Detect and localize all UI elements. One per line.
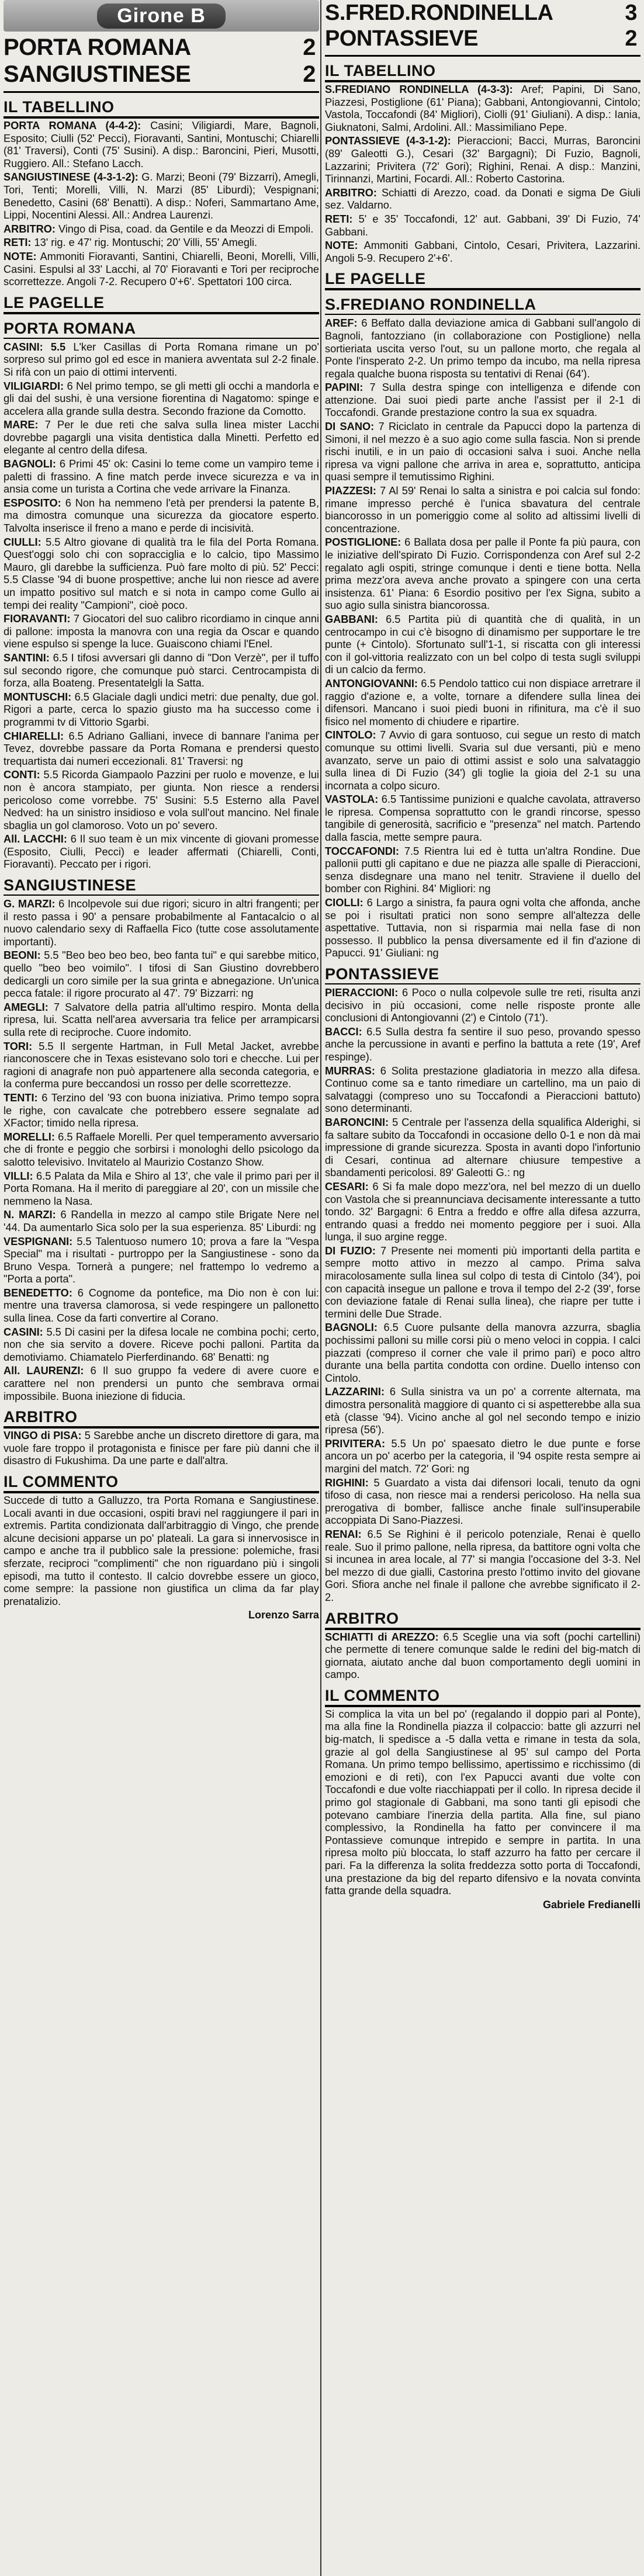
paragraph-text: 13' rig. e 47' rig. Montuschi; 20' Villi, 55' Amegli. xyxy=(31,237,258,249)
paragraph-text: Ammoniti Gabbani, Cintolo, Cesari, Privitera, Lazzarini. Angoli 5-9. Recupero 2'+6'. xyxy=(325,240,640,264)
paragraph xyxy=(4,1430,319,1468)
paragraph xyxy=(4,341,319,379)
paragraph xyxy=(4,380,319,418)
paragraph-text: 6 Non ha nemmeno l'età per prendersi la patente B, ma dimostra comunque una sicurezza da giocatore esperto. Talvolta inserisce il freno a mano e perde di incisività. xyxy=(4,497,319,535)
paragraph-text: 7.5 Rientra lui ed è tutta un'altra Rondine. Due pallonii putti gli capitano e due ne piazza alle spalle di Pieraccioni, senza disdegnare una mano nel tenitr. Straviene il duello del bomber con Righini. 84' Migliori: ng xyxy=(325,845,640,895)
paragraph xyxy=(4,497,319,535)
paragraph-lead: BEONI: xyxy=(4,949,41,962)
paragraph xyxy=(4,1131,319,1169)
author-signature: Lorenzo Sarra xyxy=(248,1609,319,1621)
paragraph-text: 6 Randella in mezzo al campo stile Brigate Nere nel '44. Da aumentarlo Sica solo per la sua esperienza. 85' Liburdi: ng xyxy=(4,1209,319,1233)
paragraph-text: 7 Giocatori del suo calibro ricordiamo in cinque anni di pallone: imposta la manovra con una regia da Oscar e quando viene espulso si spenge la luce. Guaiscono chiami l'Enel. xyxy=(4,613,319,650)
paragraph-text: 7 Salvatore della patria all'ultimo respiro. Monta della ripresa, lui. Scatta nell'area avversaria tra felice per arrampicarsi sulla rete di reciproche. Cuore indomito. xyxy=(4,1001,319,1038)
paragraph-lead: MONTUSCHI: xyxy=(4,691,72,703)
paragraph-lead: DI FUZIO: xyxy=(325,1244,376,1257)
paragraph xyxy=(325,1026,640,1064)
paragraph-lead: POSTIGLIONE: xyxy=(325,536,401,549)
paragraph xyxy=(4,898,319,948)
paragraph xyxy=(325,421,640,484)
paragraph xyxy=(325,135,640,185)
paragraph-lead: FIORAVANTI: xyxy=(4,613,71,625)
paragraph xyxy=(325,1245,640,1321)
paragraph-text: 6 Sulla sinistra va un po' a corrente alternata, ma dimostra personalità maggiore di quanto ci si aspetterebbe alla sua età (classe '94). Vicino anche al gol nel secondo tempo e inizio ripresa (56'). xyxy=(325,1386,640,1436)
commento-heading: IL COMMENTO xyxy=(4,1472,319,1493)
arbitro-body xyxy=(325,1631,640,1681)
paragraph-text: 6 Terzino del '93 con buona iniziativa. Primo tempo sopra le righe, con cavalcate che potrebbero essere segnalate ad XFactor; timido nella ripresa. xyxy=(4,1091,319,1129)
home-score: 3 xyxy=(625,1,637,25)
paragraph-text: 6 Nel primo tempo, se gli metti gli occhi a mandorla e gli dai del sushi, è una versione fiorentina di Nagatomo: spinge e accelera alla grande sulla destra. Secondo frazione da Comotto. xyxy=(4,380,319,417)
paragraph-lead: CIOLLI: xyxy=(325,897,363,909)
paragraph-lead: TOCCAFONDI: xyxy=(325,845,399,857)
paragraph xyxy=(4,1209,319,1234)
paragraph-text: 6.5 I tifosi avversari gli danno di "Don Verzè", per il tuffo sul secondo rigore, che comunque può starci. Centrocampista di forza, alla Boateng. Presentatelgli la Satta. xyxy=(4,651,319,689)
tabellino-heading: IL TABELLINO xyxy=(325,61,640,82)
paragraph xyxy=(4,1001,319,1039)
column-divider xyxy=(320,0,321,2576)
paragraph xyxy=(325,987,640,1025)
paragraph-lead: ARBITRO: xyxy=(4,223,56,235)
paragraph-text: 6 Poco o nulla colpevole sulle tre reti, risulta anzi decisivo in più occasioni, come nelle risposte pronte alle conclusioni di Antongiovanni (2') e Cintolo (71'). xyxy=(325,987,640,1024)
paragraph-lead: BARONCINI: xyxy=(325,1116,389,1128)
paragraph xyxy=(325,729,640,792)
paragraph xyxy=(325,793,640,844)
pagelle-heading: LE PAGELLE xyxy=(325,269,640,290)
paragraph xyxy=(325,1477,640,1527)
team-heading: PONTASSIEVE xyxy=(325,965,640,984)
paragraph-text: 7 Al 59' Renai lo salta a sinistra e poi calcia sul fondo: rimane impresso perché è l'unica sbavatura del centrale biancorosso in un pomeriggio come al solito ad altissimi livelli di concentrazione. xyxy=(325,485,640,535)
paragraph-text: 6 Ballata dosa per palle il Ponte fa più paura, con le iniziative dell'spirato Di Fuzio. Corrispondenza con Aref sul 2-2 regalato agli ospiti, stringe comunque i denti e tiene botta. Nella prima mezz'ora aveva anche provato a spingere con una certa insistenza. 61' Piana: 6 Esordio positivo per l'ex Signa, subito a suo agio sulla sinistra biancorossa. xyxy=(325,536,640,612)
home-score: 2 xyxy=(303,34,316,60)
paragraph-lead: SANGIUSTINESE (4-3-1-2): xyxy=(4,171,139,183)
arbitro-heading: ARBITRO xyxy=(325,1609,640,1630)
away-score-row xyxy=(325,26,640,51)
paragraph-text: 5.5 Talentuoso numero 10; prova a fare la "Vespa Special" ma i risultati - purtroppo per la Sangiustinese - sono da Bruno Vespa. Tornerà a pungere; nel frattempo lo vedremo a "Porta a porta". xyxy=(4,1235,319,1285)
score-block-right xyxy=(325,0,640,57)
paragraph-lead: BACCI: xyxy=(325,1025,362,1038)
paragraph-text: 6.5 Se Righini è il pericolo potenziale, Renai è quello reale. Suo il primo pallone, nella ripresa, da battitore ogni volta che si incunea in area locale, al 77' si mangia l'occasione del 3-3. Nel bel mezzo di due gialli, Castorina presto l'ottimo invito del giovane Gori. Sfiora anche nel finale il pallone che avrebbe significato il 2-2. xyxy=(325,1528,640,1603)
paragraph xyxy=(4,613,319,651)
away-team-name: PONTASSIEVE xyxy=(325,26,478,51)
away-score: 2 xyxy=(303,61,316,87)
paragraph-lead: S.FREDIANO RONDINELLA (4-3-3): xyxy=(325,84,513,95)
paragraph-text: 7 Avvio di gara sontuoso, cui segue un resto di match comunque su ottimi livelli. Svaria sul due versanti, più e meno avanzato, serve un paio di ottimi assist e solo una salvataggio sulla linea di Di Fuzio (34') gli toglie la gioia del 2-1 su una incornata a colpo sicuro. xyxy=(325,729,640,792)
paragraph-lead: MURRAS: xyxy=(325,1065,375,1077)
paragraph-text: 5 Sarebbe anche un discreto direttore di gara, ma vuole fare troppo il protagonista e finisce per fare più danni che il disastro di Fukushima. Da une parte e dall'altra. xyxy=(4,1430,319,1467)
paragraph-text: 6.5 Partita più di quantità che di qualità, in un centrocampo in cui c'è bisogno di dinamismo per supportare le tre punte (+ Cintolo). Sfortunato sull'1-1, si riscatta con gli interessi con il gol-vittoria realizzato con un bel colpo di testa sugli sviluppi di un calcio da fermo. xyxy=(325,613,640,676)
paragraph-lead: CIULLI: xyxy=(4,536,41,548)
paragraph-lead: N. MARZI: xyxy=(4,1209,56,1221)
paragraph-lead: CONTI: xyxy=(4,769,40,781)
paragraph-lead: PORTA ROMANA (4-4-2): xyxy=(4,120,141,131)
paragraph xyxy=(325,1117,640,1180)
ratings-body xyxy=(325,317,640,960)
paragraph-lead: BAGNOLI: xyxy=(4,458,56,470)
paragraph-lead: ESPOSITO: xyxy=(4,497,61,509)
paragraph-lead: VASTOLA: xyxy=(325,793,379,806)
away-score-row xyxy=(4,61,319,88)
paragraph-text: 6 Primi 45' ok: Casini lo teme come un vampiro teme i paletti di frassino. A fine match perde invece sicurezza e va in ansia come un turista a Cortina che vede arrivare la Finanza. xyxy=(4,458,319,495)
arbitro-body xyxy=(4,1430,319,1468)
paragraph-lead: MARE: xyxy=(4,419,39,431)
paragraph-lead: RETI: xyxy=(325,213,353,225)
paragraph-lead: VINGO di PISA: xyxy=(4,1430,82,1442)
paragraph xyxy=(325,845,640,896)
paragraph xyxy=(4,769,319,832)
paragraph-text: 5 Guardato a vista dai difensori locali, tenuto da ogni tifoso di casa, non riesce mai a rendersi pericoloso. Ha nella sua prerogativa di bomber, fallisce anche finale sull'insuperabile accoppiata Di Sano-Piazzesi. xyxy=(325,1476,640,1527)
paragraph-text: 6.5 Glaciale dagli undici metri: due penalty, due gol. Rigori a parte, cerca lo spazio giusto ma ha successo come i programmi tv di Vittorio Sgarbi. xyxy=(4,691,319,728)
home-score-row xyxy=(325,0,640,26)
paragraph-text: 6 Largo a sinistra, fa paura ogni volta che affonda, anche se poi i risultati pratici non sono sempre all'altezza delle aspettative. Tuttavia, non si risparmia mai nella fase di non possesso. Il pubblico la pensa diversamente ed il fin d'azione di Papucci. 91' Giuliani: ng xyxy=(325,897,640,959)
paragraph-text: 6 Il suo gruppo fa vedere di avere cuore e carattere nel non prendersi un punto che sembrava ormai impossibile. Buona iniezione di fiducia. xyxy=(4,1365,319,1402)
tabellino-body xyxy=(4,120,319,289)
paragraph xyxy=(325,1528,640,1604)
paragraph-text: Casini; Viligiardi, Mare, Bagnoli, Esposito; Ciulli (52' Pecci), Fioravanti, Santini, Montuschi; Chiarelli (81' Traversi), Conti (75' Susini). A disp.: Baroncini, Pieri, Musotti, Ruggiero. All.: Stefano Lacch. xyxy=(4,120,319,169)
paragraph-lead: VILLI: xyxy=(4,1170,33,1182)
paragraph-lead: All. LAURENZI: xyxy=(4,1365,84,1377)
paragraph xyxy=(325,187,640,212)
paragraph xyxy=(325,1438,640,1476)
home-team-name: S.FRED.RONDINELLA xyxy=(325,1,553,25)
paragraph xyxy=(325,84,640,134)
paragraph-lead: RETI: xyxy=(4,237,32,249)
paragraph-text: 5.5 Il sergente Hartman, in Full Metal Jacket, avrebbe rianconoscere che in Texas esistevano solo tori e checche. Lui per ragioni di anagrafe non può appartenere alla seconda categoria, e la conferma pure beccandosi un rosso per delle scorrettezze. xyxy=(4,1040,319,1090)
paragraph-text: 6 Si fa male dopo mezz'ora, nel bel mezzo di un duello con Vastola che si preannunciava decisamente interessante a tutto tondo. 32' Bargagni: 6 Entra a freddo e offre alla difesa azzurra, entrando quasi a freddo nei momento peggiore per i suoi. Alla lunga, il suo argine regge. xyxy=(325,1180,640,1243)
paragraph xyxy=(4,1041,319,1091)
paragraph-lead: VESPIGNANI: xyxy=(4,1235,73,1247)
paragraph xyxy=(325,536,640,612)
paragraph xyxy=(4,1365,319,1403)
commento-text: Succede di tutto a Galluzzo, tra Porta Romana e Sangiustinese. Locali avanti in due occasioni, ospiti bravi nel raggiungere il pari in extremis. Partita condizionata dall'arbitraggio di Vingo, che prende alcune decisioni apparse un po' plateali. La gara si innervosisce in campo e anche tra il pubblico sale la pressione: polemiche, frasi sferzate, reciproci "complimenti" che non riguardano più i singoli episodi, ma tutto il contesto. Il calcio dovrebbe essere un gioco, come sempre: la passione non giustifica un clima da far play prenatalizio. xyxy=(4,1495,319,1607)
paragraph xyxy=(4,251,319,289)
paragraph-lead: LAZZARINI: xyxy=(325,1386,385,1398)
paragraph xyxy=(4,536,319,612)
paragraph-text: 6.5 Adriano Galliani, invece di bannare l'anima per Tevez, dovrebbe passare da Porta Romana e prendersi questo trequartista dai numeri eccezionali. 81' Traversi: ng xyxy=(4,730,319,767)
paragraph xyxy=(325,1631,640,1681)
paragraph-text: 5.5 Altro giovane di qualità tra le fila del Porta Romana. Quest'oggi solo chi con sopracciglia e lo calcio, tipo Massimo Mauro, gli darebbe la sufficienza. Può fare molto di più. 52' Pecci: 5.5 Classe '94 di buone prospettive; anche lui non riesce ad avere un impatto positivo sul match e si nota in campo come Gullo ai tempi dei reality "Campioni", cioè poco. xyxy=(4,536,319,611)
paragraph xyxy=(325,485,640,535)
paragraph-lead: All. LACCHI: xyxy=(4,833,67,845)
ratings-body xyxy=(4,341,319,871)
paragraph-text: 6.5 Sulla destra fa sentire il suo peso, provando spesso anche la percussione in avanti e perfino la battuta a rete (19', Aref respinge). xyxy=(325,1025,640,1063)
paragraph-text: Ammoniti Fioravanti, Santini, Chiarelli, Beoni, Morelli, Villi, Casini. Espulsi al 33' Lacchi, al 70' Fioravanti e Tori per reciproche scorrettezze. Angoli 7-2. Recupero 0'+6'. Spettatori 100 circa. xyxy=(4,250,319,288)
paragraph xyxy=(4,652,319,690)
paragraph-lead: ARBITRO: xyxy=(325,186,377,199)
paragraph-lead: PIERACCIONI: xyxy=(325,987,399,998)
paragraph xyxy=(4,949,319,1000)
paragraph xyxy=(325,1181,640,1244)
paragraph xyxy=(325,213,640,238)
paragraph-lead: NOTE: xyxy=(4,250,37,262)
paragraph-text: 6.5 Cuore pulsante della manovra azzurra, sbaglia pochissimi palloni su mille corsi più o meno veloci in coppia. I calci piazzati (compreso il corner che vale il primo pari) e poco altro durante una bella partita condotta con ordine. Duello intenso con Cintolo. xyxy=(325,1322,640,1384)
paragraph-lead: NOTE: xyxy=(325,240,358,252)
team-heading: SANGIUSTINESE xyxy=(4,876,319,896)
tabellino-heading: IL TABELLINO xyxy=(4,98,319,119)
group-banner xyxy=(4,0,319,32)
left-column xyxy=(4,0,319,2576)
paragraph-lead: CASINI: 5.5 xyxy=(4,341,66,353)
paragraph-lead: CHIARELLI: xyxy=(4,730,64,742)
paragraph-text: 6.5 Raffaele Morelli. Per quel temperamento avversario che di fronte e peggio che sorbirsi i monologhi dello psicologo da salotto televisivo. Invitatelo al Maurizio Costanzo Show. xyxy=(4,1131,319,1168)
author-signature: Gabriele Fredianelli xyxy=(542,1898,640,1911)
tabellino-body xyxy=(325,84,640,265)
ratings-body xyxy=(4,898,319,1403)
paragraph-text: 5.5 Di casini per la difesa locale ne combina pochi; certo, non che sia servito a dovere. Riceve pochi palloni. Partita da demotiviamo. Chiamatelo Pierferdinando. 68' Benatti: ng xyxy=(4,1326,319,1363)
paragraph-lead: PAPINI: xyxy=(325,382,363,394)
paragraph xyxy=(4,223,319,236)
paragraph xyxy=(325,613,640,677)
paragraph-lead: CASINI: xyxy=(4,1326,43,1338)
paragraph xyxy=(4,691,319,729)
paragraph-text: G. Marzi; Beoni (79' Bizzarri), Amegli, Tori, Tenti; Morelli, Villi, N. Marzi (85' Liburdi); Vespignani; Benedetto, Casini (68' Benatti). A disp.: Noferi, Sammartano Ame, Lippi, Nocentini Alessi. All.: Andrea Laurenzi. xyxy=(4,171,319,221)
paragraph-text: 6.5 Palata da Mila e Shiro al 13', che vale il primo pari per il Porta Romana. Ha il merito di pareggiare al 20', con un missile che nemmeno la Nasa. xyxy=(4,1170,319,1207)
paragraph-lead: SCHIATTI di AREZZO: xyxy=(325,1631,439,1643)
paragraph xyxy=(4,730,319,768)
commento-heading: IL COMMENTO xyxy=(325,1686,640,1707)
paragraph-text: 7 Presente nei momenti più importanti della partita e sempre motto attivo in mezzo al campo. Prima salva miracolosamente sulla linea sul colpo di testa di Cintolo (34'), poi con capacità insegue un pallone e trova il tempo del 2-2 (39', forse con deviazione fatale di Renai sulla linea), che riapre per tutte i termini delle Due Strade. xyxy=(325,1244,640,1320)
paragraph xyxy=(325,678,640,728)
paragraph xyxy=(325,382,640,419)
paragraph-lead: GABBANI: xyxy=(325,613,378,625)
paragraph-text: 6 Beffato dalla deviazione amica di Gabbani sull'angolo di Bagnoli, fantozziano (in collaborazione con Postiglione) nella sortieriata uscita verso l'out, su un pallone morto, che regala al Ponte l'insperato 2-2. Un primo tempo da incubo, ma nella ripresa regala qualche buona risposta su tentativi di Renai (64'). xyxy=(325,317,640,380)
paragraph-lead: RIGHINI: xyxy=(325,1476,369,1489)
paragraph-lead: PIAZZESI: xyxy=(325,485,376,497)
paragraph xyxy=(325,1386,640,1436)
paragraph xyxy=(325,1065,640,1115)
home-score-row xyxy=(4,34,319,61)
paragraph-lead: BAGNOLI: xyxy=(325,1322,378,1334)
paragraph-text: Schiatti di Arezzo, coad. da Donati e sigma De Giuli sez. Valdarno. xyxy=(325,186,640,212)
paragraph-lead: ANTONGIOVANNI: xyxy=(325,677,418,689)
paragraph xyxy=(4,171,319,221)
paragraph xyxy=(325,317,640,380)
home-team-name: PORTA ROMANA xyxy=(4,34,191,60)
pagelle-heading: LE PAGELLE xyxy=(4,293,319,314)
paragraph-text: 5.5 Ricorda Giampaolo Pazzini per ruolo e movenze, e lui non è ancora stampiato, per giunta. Non riesce a rendersi pericoloso come vorrebbe. 75' Susini: 5.5 Esterno alla Pavel Nedved: ha un sinistro insidioso e vola sull'out mancino. Nel finale sbaglia un gol clamoroso. Voto un po' severo. xyxy=(4,769,319,831)
paragraph-text: 6 Cognome da pontefice, ma Dio non è con lui: mentre una traversa clamorosa, si vede respingere un pallonetto sulla linea. Cose da farti convertire al Corano. xyxy=(4,1287,319,1325)
paragraph-text: 6.5 Pendolo tattico cui non dispiace arretrare il raggio d'azione e, a volte, tornare a difendere sulla linea dei difensori. Mancano i suoi piedi buoni in rifinitura, ma c'è il suo fisico nel momento di chiudere e ripartire. xyxy=(325,677,640,727)
paragraph-lead: DI SANO: xyxy=(325,421,375,433)
paragraph xyxy=(4,120,319,170)
paragraph-text: 5.5 "Beo beo beo beo, beo fanta tui" e qui sarebbe mitico, quello "beo beo voimilo". I tifosi di San Giustino dovrebbero dedicargli un coro simile per la sua grinta e abnegazione. Un'unica pecca fatale: il rigore procurato al 47'. 79' Bizzarri: ng xyxy=(4,949,319,1000)
paragraph-lead: AMEGLI: xyxy=(4,1001,49,1013)
paragraph-text: 5' e 35' Toccafondi, 12' aut. Gabbani, 39' Di Fuzio, 74' Gabbani. xyxy=(325,213,640,238)
paragraph xyxy=(4,458,319,496)
away-score: 2 xyxy=(625,26,637,51)
paragraph-lead: RENAI: xyxy=(325,1528,362,1540)
team-heading: S.FREDIANO RONDINELLA xyxy=(325,295,640,315)
paragraph-text: 5 Centrale per l'assenza della squalifica Alderighi, si fa saltare subito da Toccafondi in occasione dello 0-1 e non dà mai impressione di grande sicurezza. Sposta in avanti dopo l'infortunio di Cesari, continua ad alternare chiusure tempestive a sbandamenti pericolosi. 89' Galeotti G.: ng xyxy=(325,1116,640,1179)
paragraph-text: 6.5 Tantissime punizioni e qualche cavolata, attraverso le ripresa. Compensa soprattutto con le grandi rincorse, spesso tangibile di generosità, sacrificio e "presenza" nel match. Partendo dalla fascia, mette sempre paura. xyxy=(325,793,640,844)
paragraph-lead: CINTOLO: xyxy=(325,729,376,741)
paragraph xyxy=(4,419,319,457)
paragraph xyxy=(4,1287,319,1325)
paragraph-lead: BENEDETTO: xyxy=(4,1287,72,1299)
commento-text: Si complica la vita un bel po' (regalando il doppio pari al Ponte), ma alla fine la Rondinella piazza il colpaccio: batte gli azzurri nel big-match, li spedisce a -5 dalla vetta e rimane in testa da sola, grazie al gol della Sangiustinese al 95' sul campo del Porta Romana. Un primo tempo bellissimo, apertissimo e ricchissimo (di emozioni e di reti), con l'ex Papucci avanti due volte con Toccafondi e due volte riacchiappati per il collo. In ripresa decide il primo gol stagionale di Gabbani, ma sono tanti gli episodi che potevano cambiare l'inerzia della partita. Alla fine, sul piano complessivo, la Rondinella ha fatto per convincere il ma Pontassieve comunque intrepido e sempre in partita. In una ripresa molto più bloccata, lo staff azzurro ha fatto per cercare il pari. Fa la differenza la solita freddezza sotto porta di Toccafondi, una prestazione da big del reparto difensivo e la novata convinta fatta grande della squadra. xyxy=(325,1708,640,1897)
paragraph-text: 6 Il suo team è un mix vincente di giovani promesse (Esposito, Ciulli, Pecci) e leader affermati (Chiarelli, Conti, Fioravanti). Peccato per i rigori. xyxy=(4,833,319,871)
paragraph-lead: TENTI: xyxy=(4,1091,38,1104)
paragraph-text: 6.5 Sceglie una via soft (pochi cartellini) che permette di tenere comunque salde le redini del big-match di giornata, aiutato anche dal buon comportamento degli uomini in campo. xyxy=(325,1631,640,1681)
group-label: Girone B xyxy=(97,4,226,29)
paragraph-text: 7 Sulla destra spinge con intelligenza e difende con attenzione. Dai suoi piedi parte anche l'assist per il 2-1 di Toccafondi. Grande prestazione contro la sua ex squadra. xyxy=(325,382,640,419)
paragraph-text: L'ker Casillas di Porta Romana rimane un po' sorpreso sul primo gol ed esce in maniera avventata sul 2-2 finale. Si rifà con un paio di ottimi interventi. xyxy=(4,341,319,378)
paragraph-lead: VILIGIARDI: xyxy=(4,380,64,392)
paragraph xyxy=(4,833,319,871)
score-block-left xyxy=(4,34,319,93)
paragraph xyxy=(325,1322,640,1385)
paragraph-text: 7 Riciclato in centrale da Papucci dopo la partenza di Simoni, il nel mezzo è a suo agio come sulla fascia. Non si prende rischi inutili, e in un paio di occasioni salva i suoi. Anche nella ripresa va vigni pallone che arriva in area e, soprattutto, anticipa quasi sempre il temutissimo Righini. xyxy=(325,421,640,483)
paragraph-text: Vingo di Pisa, coad. da Gentile e da Meozzi di Empoli. xyxy=(55,223,314,235)
right-column xyxy=(325,0,640,2576)
arbitro-heading: ARBITRO xyxy=(4,1407,319,1429)
paragraph-text: 5.5 Un po' spaesato dietro le due punte e forse ancora un po' acerbo per la categoria, il '94 ospite resta sempre ai margini del match. 72' Gori: ng xyxy=(325,1437,640,1475)
team-heading: PORTA ROMANA xyxy=(4,319,319,339)
paragraph xyxy=(4,1170,319,1208)
paragraph xyxy=(4,1092,319,1130)
paragraph xyxy=(325,240,640,265)
paragraph xyxy=(4,1326,319,1364)
paragraph-lead: AREF: xyxy=(325,317,358,330)
paragraph xyxy=(4,237,319,249)
paragraph-lead: MORELLI: xyxy=(4,1131,55,1143)
paragraph-lead: CESARI: xyxy=(325,1180,369,1192)
paragraph-lead: G. MARZI: xyxy=(4,898,56,910)
paragraph-text: 7 Per le due reti che salva sulla linea mister Lacchi dovrebbe pagargli una visita dentistica dalla Minetti. Perfetto ed elegante al centro della difesa. xyxy=(4,419,319,456)
paragraph-text: Pieraccioni; Bacci, Murras, Baroncini (89' Galeotti G.), Cesari (32' Bargagni); Di Fuzio, Bagnoli, Lazzarini; Privitera (72' Gori); Righini, Renai. A disp.: Manzini, Tirinnanzi, Martini, Focardi. All.: Roberto Castorina. xyxy=(325,135,640,185)
paragraph-lead: PRIVITERA: xyxy=(325,1437,386,1450)
paragraph-lead: TORI: xyxy=(4,1040,33,1052)
paragraph-text: 6 Solita prestazione gladiatoria in mezzo alla difesa. Continuo come sa e tanto rimediare un cartellino, ma un paio di salvataggi (compreso uno su Toccafondi a Pieraccioni battuto) sono determinanti. xyxy=(325,1065,640,1115)
paragraph-lead: PONTASSIEVE (4-3-1-2): xyxy=(325,135,451,147)
paragraph-text: 6 Incolpevole sui due rigori; sicuro in altri frangenti; per il resto passa i 90' a pensare probabilmente al Fantacalcio o al nuovo calendario sexy di Raffaella Fico (tutte cose assolutamente importanti). xyxy=(4,898,319,948)
paragraph-text: Aref; Papini, Di Sano, Piazzesi, Postiglione (61' Piana); Gabbani, Antongiovanni, Cintolo; Vastola, Toccafondi (84' Migliori), Ciolli (91' Giuliani). A disp.: Iania, Giuknatoni, Salmi, Ardolini. All.: Massimiliano Pepe. xyxy=(325,84,640,133)
ratings-body xyxy=(325,987,640,1604)
paragraph xyxy=(325,897,640,960)
paragraph-lead: SANTINI: xyxy=(4,651,50,664)
paragraph xyxy=(4,1236,319,1286)
away-team-name: SANGIUSTINESE xyxy=(4,61,191,87)
